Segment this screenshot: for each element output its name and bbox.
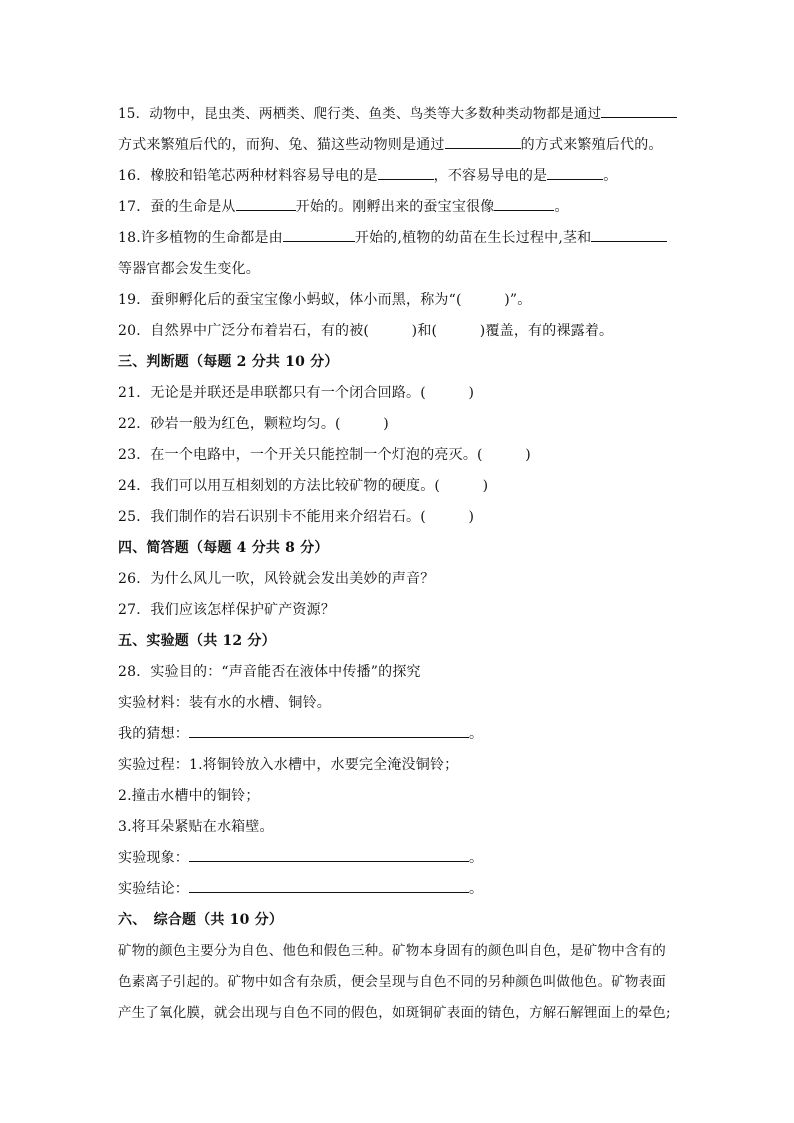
- phenomenon-blank[interactable]: [189, 847, 469, 862]
- answer-blank[interactable]: [283, 227, 355, 242]
- experiment-step-3: 3.将耳朵紧贴在水箱壁。: [118, 819, 274, 835]
- paragraph-line: 产生了氧化膜，就会出现与自色不同的假色，如斑铜矿表面的锖色，方解石解锂面上的晕色;: [118, 1005, 671, 1021]
- guess-blank[interactable]: [189, 723, 469, 738]
- question-20: 20．自然界中广泛分布着岩石，有的被( )和( )覆盖，有的裸露着。: [118, 323, 614, 339]
- question-28: 28．实验目的：“声音能否在液体中传播”的探究: [118, 664, 421, 680]
- question-17: 17．蚕的生命是从 开始的。刚孵出来的蚕宝宝很像 。: [118, 194, 678, 225]
- exam-content: [118, 101, 678, 1031]
- answer-blank[interactable]: [445, 134, 521, 149]
- section-5-heading: 五、实验题（共 12 分）: [118, 633, 276, 649]
- question-22: 22．砂岩一般为红色，颗粒均匀。( ): [118, 416, 389, 432]
- section-4-heading: 四、简答题（每题 4 分共 8 分）: [118, 540, 329, 556]
- answer-blank[interactable]: [591, 227, 667, 242]
- question-23: 23．在一个电路中，一个开关只能控制一个灯泡的亮灭。( ): [118, 447, 531, 463]
- experiment-materials: 实验材料：装有水的水槽、铜铃。: [118, 695, 331, 711]
- experiment-phenomenon: 实验现象： 。: [118, 845, 678, 876]
- question-19: 19．蚕卵孵化后的蚕宝宝像小蚂蚁，体小而黑，称为“( )”。: [118, 292, 532, 308]
- paragraph-line: 色素离子引起的。矿物中如含有杂质，便会呈现与自色不同的另种颜色叫做他色。矿物表面: [118, 974, 666, 990]
- question-18-line1: 18.许多植物的生命都是由 开始的,植物的幼苗在生长过程中,茎和: [118, 225, 678, 256]
- answer-blank[interactable]: [547, 165, 603, 180]
- section-3-heading: 三、判断题（每题 2 分共 10 分）: [118, 354, 339, 370]
- answer-blank[interactable]: [378, 165, 434, 180]
- question-27: 27．我们应该怎样保护矿产资源？: [118, 602, 336, 618]
- question-15-line2: 方式来繁殖后代的，而狗、兔、猫这些动物则是通过 的方式来繁殖后代的。: [118, 132, 678, 163]
- experiment-guess: 我的猜想： 。: [118, 721, 678, 752]
- paragraph-line: 矿物的颜色主要分为自色、他色和假色三种。矿物本身固有的颜色叫自色，是矿物中含有的: [118, 943, 666, 959]
- question-24: 24．我们可以用互相刻划的方法比较矿物的硬度。( ): [118, 478, 489, 494]
- question-26: 26．为什么风儿一吹，风铃就会发出美妙的声音？: [118, 571, 435, 587]
- experiment-process: 实验过程：1.将铜铃放入水槽中，水要完全淹没铜铃；: [118, 757, 459, 773]
- question-25: 25．我们制作的岩石识别卡不能用来介绍岩石。( ): [118, 509, 475, 525]
- experiment-conclusion: 实验结论： 。: [118, 876, 678, 907]
- question-18-line2: 等器官都会发生变化。: [118, 261, 260, 277]
- answer-blank[interactable]: [601, 103, 677, 118]
- answer-blank[interactable]: [494, 196, 554, 211]
- section-6-heading: 六、 综合题（共 10 分）: [118, 912, 284, 928]
- question-15-line1: 15．动物中，昆虫类、两栖类、爬行类、鱼类、鸟类等大多数种类动物都是通过: [118, 101, 678, 132]
- answer-blank[interactable]: [236, 196, 296, 211]
- question-16: 16．橡胶和铅笔芯两种材料容易导电的是 ，不容易导电的是 。: [118, 163, 678, 194]
- experiment-step-2: 2.撞击水槽中的铜铃；: [118, 788, 260, 804]
- conclusion-blank[interactable]: [189, 878, 469, 893]
- question-21: 21．无论是并联还是串联都只有一个闭合回路。( ): [118, 385, 475, 401]
